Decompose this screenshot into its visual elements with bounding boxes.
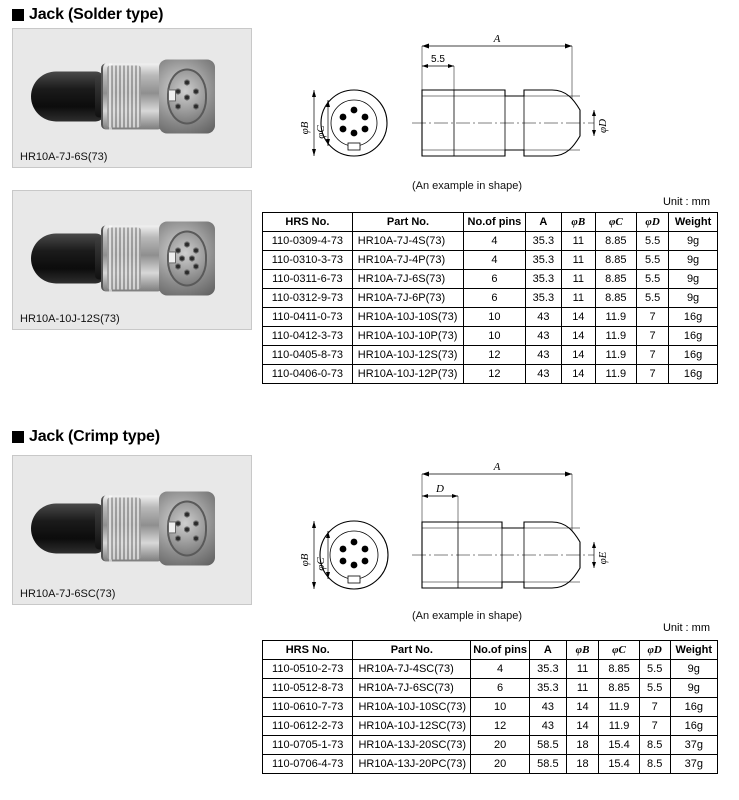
th-hrs-no: HRS No. [263, 213, 353, 232]
cell-phid: 7 [639, 717, 670, 736]
cell-phic: 11.9 [599, 698, 639, 717]
cell-phid: 8.5 [639, 755, 670, 774]
th-phid: φD [637, 213, 669, 232]
th-weight: Weight [670, 641, 717, 660]
cell-pins: 10 [464, 327, 526, 346]
cell-phid: 7 [637, 346, 669, 365]
front-view-inner-circle [330, 531, 378, 579]
cell-phic: 15.4 [599, 755, 639, 774]
cell-weight: 9g [670, 660, 717, 679]
th-phid: φD [639, 641, 670, 660]
connector-keyway [168, 251, 176, 263]
cell-part-no: HR10A-10J-12S(73) [352, 346, 463, 365]
connector-cap [31, 71, 105, 121]
cell-a: 58.5 [529, 736, 566, 755]
connector-cap [31, 503, 105, 553]
th-hrs-no: HRS No. [263, 641, 353, 660]
connector-knurl [107, 497, 141, 559]
drawing-note: (An example in shape) [412, 610, 523, 622]
cell-phid: 7 [637, 308, 669, 327]
photo-solder-12s [12, 190, 252, 330]
th-a: A [529, 641, 566, 660]
th-no-of-pins: No.of pins [464, 213, 526, 232]
cell-a: 35.3 [525, 232, 561, 251]
cell-phid: 7 [637, 365, 669, 384]
section-heading-solder [12, 6, 163, 24]
cell-pins: 6 [464, 289, 526, 308]
cell-weight: 37g [670, 736, 717, 755]
cell-phic: 8.85 [599, 660, 639, 679]
connector-face [159, 59, 215, 133]
cell-weight: 16g [670, 717, 717, 736]
cell-weight: 16g [669, 365, 718, 384]
cell-pins: 4 [464, 232, 526, 251]
cell-weight: 9g [669, 251, 718, 270]
th-a: A [525, 213, 561, 232]
table-row [263, 327, 718, 346]
cell-weight: 16g [669, 327, 718, 346]
cell-hrs-no: 110-0405-8-73 [263, 346, 353, 365]
cell-phic: 8.85 [595, 270, 637, 289]
table-row [263, 660, 718, 679]
cell-pins: 20 [471, 755, 530, 774]
cell-a: 35.3 [529, 679, 566, 698]
cell-a: 35.3 [525, 251, 561, 270]
spec-table-crimp [262, 640, 718, 774]
cell-phic: 8.85 [595, 251, 637, 270]
cell-hrs-no: 110-0310-3-73 [263, 251, 353, 270]
cell-weight: 16g [669, 308, 718, 327]
cell-phib: 11 [562, 232, 596, 251]
cell-phic: 8.85 [599, 679, 639, 698]
cell-hrs-no: 110-0312-9-73 [263, 289, 353, 308]
table-header-row [263, 213, 718, 232]
table-row [263, 346, 718, 365]
cell-weight: 9g [669, 270, 718, 289]
spec-table-solder-wrapper [262, 212, 718, 384]
cell-a: 43 [529, 698, 566, 717]
cell-phid: 5.5 [637, 251, 669, 270]
table-row [263, 736, 718, 755]
cell-part-no: HR10A-13J-20SC(73) [353, 736, 471, 755]
connector-face [159, 491, 215, 565]
spec-table-crimp-wrapper [262, 640, 718, 774]
dim-a-label: A [493, 33, 501, 45]
cell-phid: 7 [639, 698, 670, 717]
th-weight: Weight [669, 213, 718, 232]
connector-pins [175, 241, 199, 275]
cell-pins: 12 [471, 717, 530, 736]
cell-phib: 11 [566, 679, 598, 698]
cell-part-no: HR10A-10J-10SC(73) [353, 698, 471, 717]
cell-hrs-no: 110-0309-4-73 [263, 232, 353, 251]
cell-hrs-no: 110-0406-0-73 [263, 365, 353, 384]
table-row [263, 717, 718, 736]
dim-a-label: A [493, 461, 501, 473]
connector-illustration [31, 219, 231, 297]
cell-phib: 11 [566, 660, 598, 679]
cell-weight: 9g [670, 679, 717, 698]
drawing-note: (An example in shape) [412, 180, 523, 192]
cell-hrs-no: 110-0705-1-73 [263, 736, 353, 755]
cell-phic: 11.9 [595, 327, 637, 346]
cell-phib: 14 [566, 698, 598, 717]
cell-phib: 14 [562, 365, 596, 384]
connector-keyway [168, 89, 176, 101]
dimension-drawing-solder [262, 28, 732, 192]
dim-phid-label: φD [597, 118, 609, 134]
cell-pins: 20 [471, 736, 530, 755]
cell-hrs-no: 110-0411-0-73 [263, 308, 353, 327]
cell-a: 35.3 [529, 660, 566, 679]
cell-a: 35.3 [525, 270, 561, 289]
th-phic: φC [595, 213, 637, 232]
connector-illustration [31, 57, 231, 135]
cell-hrs-no: 110-0610-7-73 [263, 698, 353, 717]
cell-phib: 11 [562, 289, 596, 308]
table-row [263, 232, 718, 251]
cell-a: 58.5 [529, 755, 566, 774]
cell-part-no: HR10A-10J-12P(73) [352, 365, 463, 384]
cell-phib: 14 [562, 346, 596, 365]
bullet-square-icon [12, 9, 24, 21]
cell-phic: 11.9 [595, 308, 637, 327]
table-row [263, 270, 718, 289]
dimension-drawing-crimp [262, 452, 732, 622]
cell-phib: 14 [562, 308, 596, 327]
cell-part-no: HR10A-7J-4SC(73) [353, 660, 471, 679]
dim-phic-label: φC [315, 557, 327, 571]
th-part-no: Part No. [353, 641, 471, 660]
cell-pins: 4 [471, 660, 530, 679]
cell-phic: 11.9 [599, 717, 639, 736]
cell-a: 43 [529, 717, 566, 736]
cell-hrs-no: 110-0510-2-73 [263, 660, 353, 679]
cell-hrs-no: 110-0412-3-73 [263, 327, 353, 346]
drawing-svg [262, 452, 732, 622]
connector-pins [175, 79, 199, 113]
section-heading-solder-label: Jack (Solder type) [29, 6, 164, 23]
cell-phib: 11 [562, 251, 596, 270]
cell-phid: 5.5 [637, 289, 669, 308]
cell-a: 43 [525, 346, 561, 365]
photo-caption: HR10A-7J-6SC(73) [20, 588, 116, 600]
cell-pins: 4 [464, 251, 526, 270]
cell-pins: 10 [464, 308, 526, 327]
cell-weight: 37g [670, 755, 717, 774]
connector-pins [175, 511, 199, 545]
cell-part-no: HR10A-10J-10S(73) [352, 308, 463, 327]
cell-weight: 9g [669, 289, 718, 308]
cell-part-no: HR10A-7J-6P(73) [352, 289, 463, 308]
cell-phic: 11.9 [595, 365, 637, 384]
cell-hrs-no: 110-0612-2-73 [263, 717, 353, 736]
cell-pins: 12 [464, 346, 526, 365]
table-row [263, 251, 718, 270]
unit-label-crimp: Unit : mm [662, 622, 710, 634]
connector-keyway [168, 521, 176, 533]
cell-phid: 5.5 [639, 660, 670, 679]
cell-a: 35.3 [525, 289, 561, 308]
cell-part-no: HR10A-7J-6SC(73) [353, 679, 471, 698]
cell-phid: 7 [637, 327, 669, 346]
spec-table-solder [262, 212, 718, 384]
cell-phic: 11.9 [595, 346, 637, 365]
photo-caption: HR10A-10J-12S(73) [20, 313, 120, 325]
bullet-square-icon [12, 431, 24, 443]
cell-phib: 14 [566, 717, 598, 736]
cell-weight: 16g [669, 346, 718, 365]
cell-part-no: HR10A-7J-4P(73) [352, 251, 463, 270]
cell-hrs-no: 110-0512-8-73 [263, 679, 353, 698]
cell-phic: 8.85 [595, 289, 637, 308]
dim-5p5-label: 5.5 [431, 54, 445, 65]
table-row [263, 698, 718, 717]
cell-phib: 11 [562, 270, 596, 289]
section-heading-crimp [12, 428, 160, 446]
table-row [263, 755, 718, 774]
th-phib: φB [562, 213, 596, 232]
cell-phid: 5.5 [637, 232, 669, 251]
connector-knurl [107, 227, 141, 289]
cell-a: 43 [525, 365, 561, 384]
dim-d-label: D [436, 483, 444, 495]
dim-phic-label: φC [315, 125, 327, 139]
cell-part-no: HR10A-7J-6S(73) [352, 270, 463, 289]
cell-part-no: HR10A-7J-4S(73) [352, 232, 463, 251]
section-heading-crimp-label: Jack (Crimp type) [29, 428, 160, 445]
cell-part-no: HR10A-10J-10P(73) [352, 327, 463, 346]
table-row [263, 365, 718, 384]
cell-phic: 8.85 [595, 232, 637, 251]
cell-hrs-no: 110-0311-6-73 [263, 270, 353, 289]
cell-pins: 12 [464, 365, 526, 384]
cell-phib: 18 [566, 755, 598, 774]
table-header-row [263, 641, 718, 660]
cell-pins: 10 [471, 698, 530, 717]
th-phic: φC [599, 641, 639, 660]
cell-a: 43 [525, 327, 561, 346]
cell-pins: 6 [464, 270, 526, 289]
cell-part-no: HR10A-10J-12SC(73) [353, 717, 471, 736]
dim-phib-label: φB [299, 553, 311, 567]
connector-illustration [31, 489, 231, 567]
cell-a: 43 [525, 308, 561, 327]
connector-cap [31, 233, 105, 283]
th-part-no: Part No. [352, 213, 463, 232]
photo-caption: HR10A-7J-6S(73) [20, 151, 108, 163]
cell-phid: 8.5 [639, 736, 670, 755]
dim-phib-label: φB [299, 121, 311, 135]
table-row [263, 679, 718, 698]
photo-solder-6s [12, 28, 252, 168]
unit-label-solder: Unit : mm [662, 196, 710, 208]
connector-knurl [107, 65, 141, 127]
cell-phib: 18 [566, 736, 598, 755]
table-row [263, 289, 718, 308]
cell-phid: 5.5 [637, 270, 669, 289]
cell-weight: 9g [669, 232, 718, 251]
cell-hrs-no: 110-0706-4-73 [263, 755, 353, 774]
table-row [263, 308, 718, 327]
cell-weight: 16g [670, 698, 717, 717]
cell-phic: 15.4 [599, 736, 639, 755]
photo-crimp-6sc [12, 455, 252, 605]
th-no-of-pins: No.of pins [471, 641, 530, 660]
drawing-svg [262, 28, 732, 188]
cell-phib: 14 [562, 327, 596, 346]
cell-phid: 5.5 [639, 679, 670, 698]
cell-pins: 6 [471, 679, 530, 698]
connector-face [159, 221, 215, 295]
dim-phie-label: φE [597, 551, 609, 565]
cell-part-no: HR10A-13J-20PC(73) [353, 755, 471, 774]
th-phib: φB [566, 641, 598, 660]
